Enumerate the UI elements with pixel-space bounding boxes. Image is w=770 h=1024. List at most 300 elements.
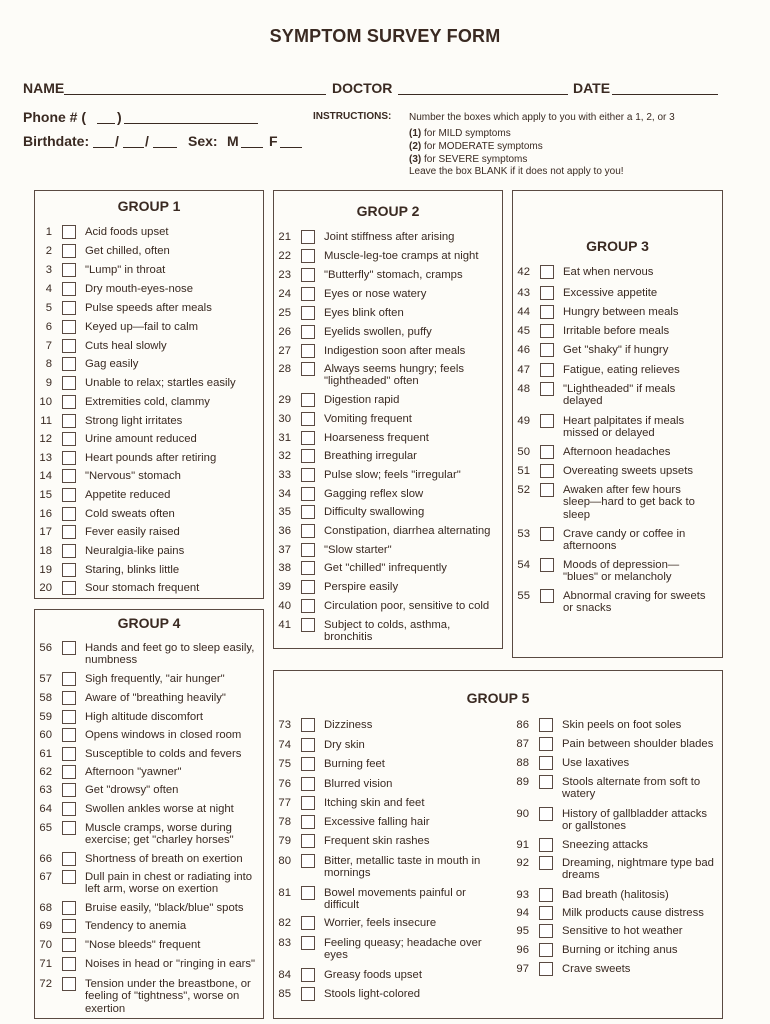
severity-box[interactable]: [540, 414, 554, 428]
symptom-number: 93: [516, 889, 529, 901]
symptom-label: High altitude discomfort: [85, 711, 204, 723]
symptom-label: Afternoon "yawner": [85, 766, 182, 778]
symptom-label: Digestion rapid: [324, 394, 400, 406]
severity-box[interactable]: [62, 802, 76, 816]
severity-box[interactable]: [539, 924, 553, 938]
symptom-label: Greasy foods upset: [324, 969, 422, 981]
symptom-label: Burning feet: [324, 758, 385, 770]
symptom-number: 70: [39, 939, 52, 951]
severity-box[interactable]: [62, 432, 76, 446]
severity-box[interactable]: [301, 599, 315, 613]
severity-box[interactable]: [301, 325, 315, 339]
severity-box[interactable]: [62, 728, 76, 742]
symptom-label: Joint stiffness after arising: [324, 231, 455, 243]
symptom-number: 87: [516, 738, 529, 750]
symptom-number: 41: [278, 619, 291, 631]
severity-box[interactable]: [301, 618, 315, 632]
symptom-number: 18: [39, 545, 52, 557]
symptom-number: 10: [39, 396, 52, 408]
sex-female-label: F: [269, 133, 278, 149]
instructions-mild: (1) for MILD symptoms: [409, 128, 511, 139]
severity-box[interactable]: [539, 838, 553, 852]
severity-box[interactable]: [301, 287, 315, 301]
symptom-label: Bad breath (halitosis): [562, 889, 669, 901]
symptom-label: Shortness of breath on exertion: [85, 853, 243, 865]
severity-box[interactable]: [540, 445, 554, 459]
symptom-label: Gagging reflex slow: [324, 488, 424, 500]
symptom-number: 27: [278, 345, 291, 357]
symptom-label: Moods of depression— "blues" or melancholy: [563, 559, 680, 583]
symptom-number: 64: [39, 803, 52, 815]
symptom-label: "Lightheaded" if meals delayed: [563, 383, 676, 407]
symptom-number: 42: [517, 266, 530, 278]
symptom-label: Extremities cold, clammy: [85, 396, 210, 408]
symptom-label: Swollen ankles worse at night: [85, 803, 234, 815]
symptom-number: 95: [516, 925, 529, 937]
symptom-number: 39: [278, 581, 291, 593]
symptom-number: 49: [517, 415, 530, 427]
symptom-number: 48: [517, 383, 530, 395]
birth-day-field[interactable]: [123, 147, 144, 148]
symptom-number: 90: [516, 808, 529, 820]
severity-box[interactable]: [539, 962, 553, 976]
symptom-number: 52: [517, 484, 530, 496]
severity-box[interactable]: [62, 225, 76, 239]
severity-box[interactable]: [301, 854, 315, 868]
symptom-label: Susceptible to colds and fevers: [85, 748, 242, 760]
group-3-title: GROUP 3: [586, 238, 649, 254]
symptom-number: 73: [278, 719, 291, 731]
symptom-number: 75: [278, 758, 291, 770]
form-title: SYMPTOM SURVEY FORM: [269, 26, 501, 46]
severity-box[interactable]: [62, 414, 76, 428]
severity-box[interactable]: [62, 395, 76, 409]
symptom-label: Neuralgia-like pains: [85, 545, 185, 557]
instructions-label: INSTRUCTIONS:: [313, 111, 392, 122]
symptom-label: Pulse slow; feels "irregular": [324, 469, 461, 481]
symptom-label: Urine amount reduced: [85, 433, 197, 445]
severity-box[interactable]: [301, 268, 315, 282]
instructions-line: Number the boxes which apply to you with either a 1, 2, or 3: [409, 112, 675, 123]
severity-box[interactable]: [301, 718, 315, 732]
symptom-number: 1: [45, 226, 52, 238]
symptom-number: 97: [516, 963, 529, 975]
symptom-number: 80: [278, 855, 291, 867]
symptom-number: 89: [516, 776, 529, 788]
severity-box[interactable]: [301, 487, 315, 501]
symptom-label: Stools light-colored: [324, 988, 421, 1000]
symptom-number: 60: [39, 729, 52, 741]
severity-box[interactable]: [62, 525, 76, 539]
symptom-label: Staring, blinks little: [85, 564, 180, 576]
symptom-number: 63: [39, 784, 52, 796]
severity-box[interactable]: [540, 483, 554, 497]
symptom-label: "Nervous" stomach: [85, 470, 181, 482]
symptom-label: Pulse speeds after meals: [85, 302, 212, 314]
symptom-number: 54: [517, 559, 530, 571]
symptom-label: Opens windows in closed room: [85, 729, 242, 741]
symptom-label: Get "shaky" if hungry: [563, 344, 669, 356]
symptom-number: 66: [39, 853, 52, 865]
symptom-number: 67: [39, 871, 52, 883]
severity-box[interactable]: [539, 807, 553, 821]
symptom-number: 20: [39, 582, 52, 594]
severity-box[interactable]: [62, 339, 76, 353]
phone-number-field[interactable]: [124, 123, 258, 124]
symptom-number: 7: [45, 340, 52, 352]
symptom-number: 78: [278, 816, 291, 828]
sex-male-field[interactable]: [241, 147, 263, 148]
severity-box[interactable]: [301, 936, 315, 950]
severity-box[interactable]: [62, 977, 76, 991]
symptom-number: 55: [517, 590, 530, 602]
severity-box[interactable]: [62, 376, 76, 390]
severity-box[interactable]: [62, 488, 76, 502]
symptom-label: Noises in head or "ringing in ears": [85, 958, 256, 970]
severity-box[interactable]: [540, 558, 554, 572]
symptom-number: 76: [278, 778, 291, 790]
severity-box[interactable]: [301, 505, 315, 519]
severity-box[interactable]: [301, 362, 315, 376]
symptom-label: Get "drowsy" often: [85, 784, 179, 796]
severity-box[interactable]: [301, 738, 315, 752]
severity-box[interactable]: [301, 412, 315, 426]
symptom-label: Dull pain in chest or radiating into left arm, worse on exertion: [85, 871, 253, 895]
severity-box[interactable]: [62, 641, 76, 655]
symptom-label: "Nose bleeds" frequent: [85, 939, 201, 951]
symptom-number: 53: [517, 528, 530, 540]
severity-box[interactable]: [301, 987, 315, 1001]
symptom-label: Use laxatives: [562, 757, 630, 769]
symptom-number: 22: [278, 250, 291, 262]
symptom-number: 94: [516, 907, 529, 919]
symptom-number: 31: [278, 432, 291, 444]
symptom-label: Fever easily raised: [85, 526, 180, 538]
doctor-field[interactable]: [398, 94, 568, 95]
symptom-label: Milk products cause distress: [562, 907, 704, 919]
symptom-number: 34: [278, 488, 291, 500]
instructions-blank: Leave the box BLANK if it does not apply to you!: [409, 166, 624, 177]
severity-box[interactable]: [539, 737, 553, 751]
severity-box[interactable]: [62, 469, 76, 483]
name-label: NAME: [23, 80, 65, 96]
symptom-label: Hungry between meals: [563, 306, 679, 318]
severity-box[interactable]: [539, 756, 553, 770]
birth-month-field[interactable]: [93, 147, 114, 148]
severity-box[interactable]: [62, 870, 76, 884]
symptom-label: Cold sweats often: [85, 508, 175, 520]
birth-sep: /: [145, 133, 149, 149]
severity-box[interactable]: [62, 821, 76, 835]
symptom-label: Eat when nervous: [563, 266, 654, 278]
severity-box[interactable]: [540, 382, 554, 396]
symptom-label: Get chilled, often: [85, 245, 170, 257]
severity-box[interactable]: [540, 343, 554, 357]
phone-paren: ): [117, 109, 122, 125]
severity-box[interactable]: [301, 230, 315, 244]
severity-box[interactable]: [62, 747, 76, 761]
symptom-number: 83: [278, 937, 291, 949]
name-field[interactable]: [64, 94, 326, 95]
severity-box[interactable]: [301, 249, 315, 263]
symptom-label: Keyed up—fail to calm: [85, 321, 199, 333]
symptom-label: Eyelids swollen, puffy: [324, 326, 432, 338]
severity-box[interactable]: [301, 468, 315, 482]
severity-box[interactable]: [301, 449, 315, 463]
severity-box[interactable]: [301, 968, 315, 982]
symptom-label: "Butterfly" stomach, cramps: [324, 269, 463, 281]
symptom-number: 2: [45, 245, 52, 257]
symptom-label: Eyes or nose watery: [324, 288, 427, 300]
symptom-number: 19: [39, 564, 52, 576]
severity-box[interactable]: [62, 957, 76, 971]
symptom-label: Crave candy or coffee in afternoons: [563, 528, 686, 552]
severity-box[interactable]: [62, 320, 76, 334]
symptom-label: Aware of "breathing heavily": [85, 692, 226, 704]
symptom-label: Feeling queasy; headache over eyes: [324, 937, 482, 961]
group-2-title: GROUP 2: [356, 203, 420, 219]
symptom-number: 62: [39, 766, 52, 778]
severity-box[interactable]: [62, 938, 76, 952]
symptom-number: 96: [516, 944, 529, 956]
symptom-label: Bitter, metallic taste in mouth in mornings: [324, 855, 481, 879]
symptom-label: Acid foods upset: [85, 226, 169, 238]
symptom-label: Dry mouth-eyes-nose: [85, 283, 193, 295]
severity-box[interactable]: [301, 561, 315, 575]
symptom-number: 36: [278, 525, 291, 537]
symptom-label: Gag easily: [85, 358, 139, 370]
symptom-number: 5: [45, 302, 52, 314]
severity-box[interactable]: [540, 324, 554, 338]
symptom-label: Blurred vision: [324, 778, 393, 790]
severity-box[interactable]: [62, 282, 76, 296]
severity-box[interactable]: [540, 363, 554, 377]
symptom-number: 81: [278, 887, 291, 899]
symptom-label: Bowel movements painful or difficult: [324, 887, 466, 911]
severity-box[interactable]: [540, 305, 554, 319]
symptom-label: "Slow starter": [324, 544, 392, 556]
severity-box[interactable]: [62, 301, 76, 315]
instructions-moderate: (2) for MODERATE symptoms: [409, 141, 543, 152]
symptom-label: Breathing irregular: [324, 450, 417, 462]
symptom-number: 74: [278, 739, 291, 751]
symptom-number: 58: [39, 692, 52, 704]
date-field[interactable]: [612, 94, 718, 95]
severity-box[interactable]: [539, 943, 553, 957]
group-5-title: GROUP 5: [466, 690, 530, 706]
symptom-label: Indigestion soon after meals: [324, 345, 466, 357]
symptom-number: 65: [39, 822, 52, 834]
severity-box[interactable]: [540, 464, 554, 478]
symptom-number: 29: [278, 394, 291, 406]
severity-box[interactable]: [301, 344, 315, 358]
symptom-number: 68: [39, 902, 52, 914]
symptom-label: Unable to relax; startles easily: [85, 377, 236, 389]
symptom-number: 38: [278, 562, 291, 574]
severity-box[interactable]: [62, 710, 76, 724]
severity-box[interactable]: [62, 919, 76, 933]
severity-box[interactable]: [301, 524, 315, 538]
symptom-number: 43: [517, 287, 530, 299]
symptom-label: Dry skin: [324, 739, 365, 751]
symptom-number: 56: [39, 642, 52, 654]
symptom-number: 92: [516, 857, 529, 869]
severity-box[interactable]: [62, 691, 76, 705]
symptom-label: Circulation poor, sensitive to cold: [324, 600, 490, 612]
birthdate-label: Birthdate:: [23, 133, 90, 149]
symptom-number: 32: [278, 450, 291, 462]
symptom-number: 57: [39, 673, 52, 685]
symptom-label: Difficulty swallowing: [324, 506, 425, 518]
symptom-label: Heart palpitates if meals missed or delayed: [563, 415, 685, 439]
severity-box[interactable]: [62, 507, 76, 521]
symptom-label: Fatigue, eating relieves: [563, 364, 680, 376]
severity-box[interactable]: [301, 757, 315, 771]
symptom-number: 77: [278, 797, 291, 809]
symptom-number: 82: [278, 917, 291, 929]
severity-box[interactable]: [62, 901, 76, 915]
symptom-label: Always seems hungry; feels "lightheaded" often: [324, 363, 465, 387]
severity-box[interactable]: [301, 796, 315, 810]
severity-box[interactable]: [62, 765, 76, 779]
symptom-label: Sensitive to hot weather: [562, 925, 683, 937]
symptom-label: Get "chilled" infrequently: [324, 562, 447, 574]
severity-box[interactable]: [539, 718, 553, 732]
severity-box[interactable]: [540, 589, 554, 603]
symptom-label: Hoarseness frequent: [324, 432, 429, 444]
severity-box[interactable]: [301, 580, 315, 594]
severity-box[interactable]: [301, 886, 315, 900]
symptom-number: 37: [278, 544, 291, 556]
symptom-number: 50: [517, 446, 530, 458]
severity-box[interactable]: [301, 815, 315, 829]
severity-box[interactable]: [62, 244, 76, 258]
symptom-number: 6: [45, 321, 52, 333]
symptom-number: 15: [39, 489, 52, 501]
severity-box[interactable]: [62, 263, 76, 277]
symptom-label: Frequent skin rashes: [324, 835, 430, 847]
severity-box[interactable]: [539, 856, 553, 870]
group-1-title: GROUP 1: [117, 198, 181, 214]
symptom-number: 14: [39, 470, 52, 482]
symptom-label: Subject to colds, asthma, bronchitis: [324, 619, 451, 643]
severity-box[interactable]: [62, 581, 76, 595]
phone-area-code-field[interactable]: [97, 123, 115, 124]
symptom-label: Tension under the breastbone, or feeling of "tightness", worse on exertion: [85, 978, 251, 1015]
symptom-label: Excessive falling hair: [324, 816, 430, 828]
date-label: DATE: [573, 80, 611, 96]
symptom-number: 88: [516, 757, 529, 769]
symptom-number: 69: [39, 920, 52, 932]
symptom-label: Sigh frequently, "air hunger": [85, 673, 225, 685]
symptom-number: 85: [278, 988, 291, 1000]
symptom-number: 9: [45, 377, 52, 389]
symptom-number: 28: [278, 363, 291, 375]
symptom-number: 8: [45, 358, 52, 370]
symptom-label: Excessive appetite: [563, 287, 658, 299]
symptom-number: 11: [40, 415, 52, 427]
symptom-number: 13: [39, 452, 52, 464]
symptom-number: 23: [278, 269, 291, 281]
symptom-label: Awaken after few hours sleep—hard to get back to sleep: [563, 484, 695, 521]
severity-box[interactable]: [301, 777, 315, 791]
symptom-number: 3: [45, 264, 52, 276]
symptom-label: Cuts heal slowly: [85, 340, 167, 352]
severity-box[interactable]: [62, 783, 76, 797]
symptom-number: 30: [278, 413, 291, 425]
symptom-number: 59: [39, 711, 52, 723]
severity-box[interactable]: [539, 906, 553, 920]
severity-box[interactable]: [540, 265, 554, 279]
symptom-number: 72: [39, 978, 52, 990]
severity-box[interactable]: [301, 916, 315, 930]
severity-box[interactable]: [539, 775, 553, 789]
symptom-number: 35: [278, 506, 291, 518]
symptom-label: Skin peels on foot soles: [562, 719, 682, 731]
symptom-label: Hands and feet go to sleep easily, numbness: [85, 642, 255, 666]
severity-box[interactable]: [62, 544, 76, 558]
severity-box[interactable]: [540, 527, 554, 541]
symptom-label: Muscle cramps, worse during exercise; get "charley horses": [85, 822, 234, 846]
birth-sep: /: [115, 133, 119, 149]
symptom-label: Burning or itching anus: [562, 944, 678, 956]
severity-box[interactable]: [301, 431, 315, 445]
severity-box[interactable]: [301, 834, 315, 848]
severity-box[interactable]: [540, 286, 554, 300]
symptom-number: 17: [39, 526, 52, 538]
symptom-label: Stools alternate from soft to watery: [562, 776, 701, 800]
severity-box[interactable]: [62, 563, 76, 577]
symptom-label: Perspire easily: [324, 581, 399, 593]
symptom-number: 71: [39, 958, 52, 970]
severity-box[interactable]: [539, 888, 553, 902]
symptom-number: 91: [516, 839, 529, 851]
severity-box[interactable]: [62, 357, 76, 371]
symptom-label: Sour stomach frequent: [85, 582, 200, 594]
severity-box[interactable]: [301, 543, 315, 557]
symptom-label: Crave sweets: [562, 963, 631, 975]
sex-female-field[interactable]: [280, 147, 302, 148]
symptom-label: Tendency to anemia: [85, 920, 187, 932]
instructions-severe: (3) for SEVERE symptoms: [409, 154, 528, 165]
symptom-label: Strong light irritates: [85, 415, 183, 427]
sex-label: Sex:: [188, 133, 218, 149]
symptom-number: 26: [278, 326, 291, 338]
symptom-label: Overeating sweets upsets: [563, 465, 693, 477]
severity-box[interactable]: [301, 306, 315, 320]
symptom-label: Sneezing attacks: [562, 839, 649, 851]
birth-year-field[interactable]: [153, 147, 177, 148]
symptom-label: Irritable before meals: [563, 325, 670, 337]
symptom-label: Eyes blink often: [324, 307, 404, 319]
symptom-number: 79: [278, 835, 291, 847]
symptom-number: 84: [278, 969, 291, 981]
severity-box[interactable]: [301, 393, 315, 407]
symptom-label: Dizziness: [324, 719, 373, 731]
symptom-label: Heart pounds after retiring: [85, 452, 217, 464]
severity-box[interactable]: [62, 672, 76, 686]
symptom-label: "Lump" in throat: [85, 264, 166, 276]
symptom-label: Appetite reduced: [85, 489, 171, 501]
symptom-label: History of gallbladder attacks or gallstones: [562, 808, 708, 832]
symptom-number: 33: [278, 469, 291, 481]
symptom-number: 46: [517, 344, 530, 356]
symptom-label: Worrier, feels insecure: [324, 917, 437, 929]
symptom-number: 61: [39, 748, 52, 760]
symptom-number: 51: [517, 465, 530, 477]
severity-box[interactable]: [62, 852, 76, 866]
severity-box[interactable]: [62, 451, 76, 465]
